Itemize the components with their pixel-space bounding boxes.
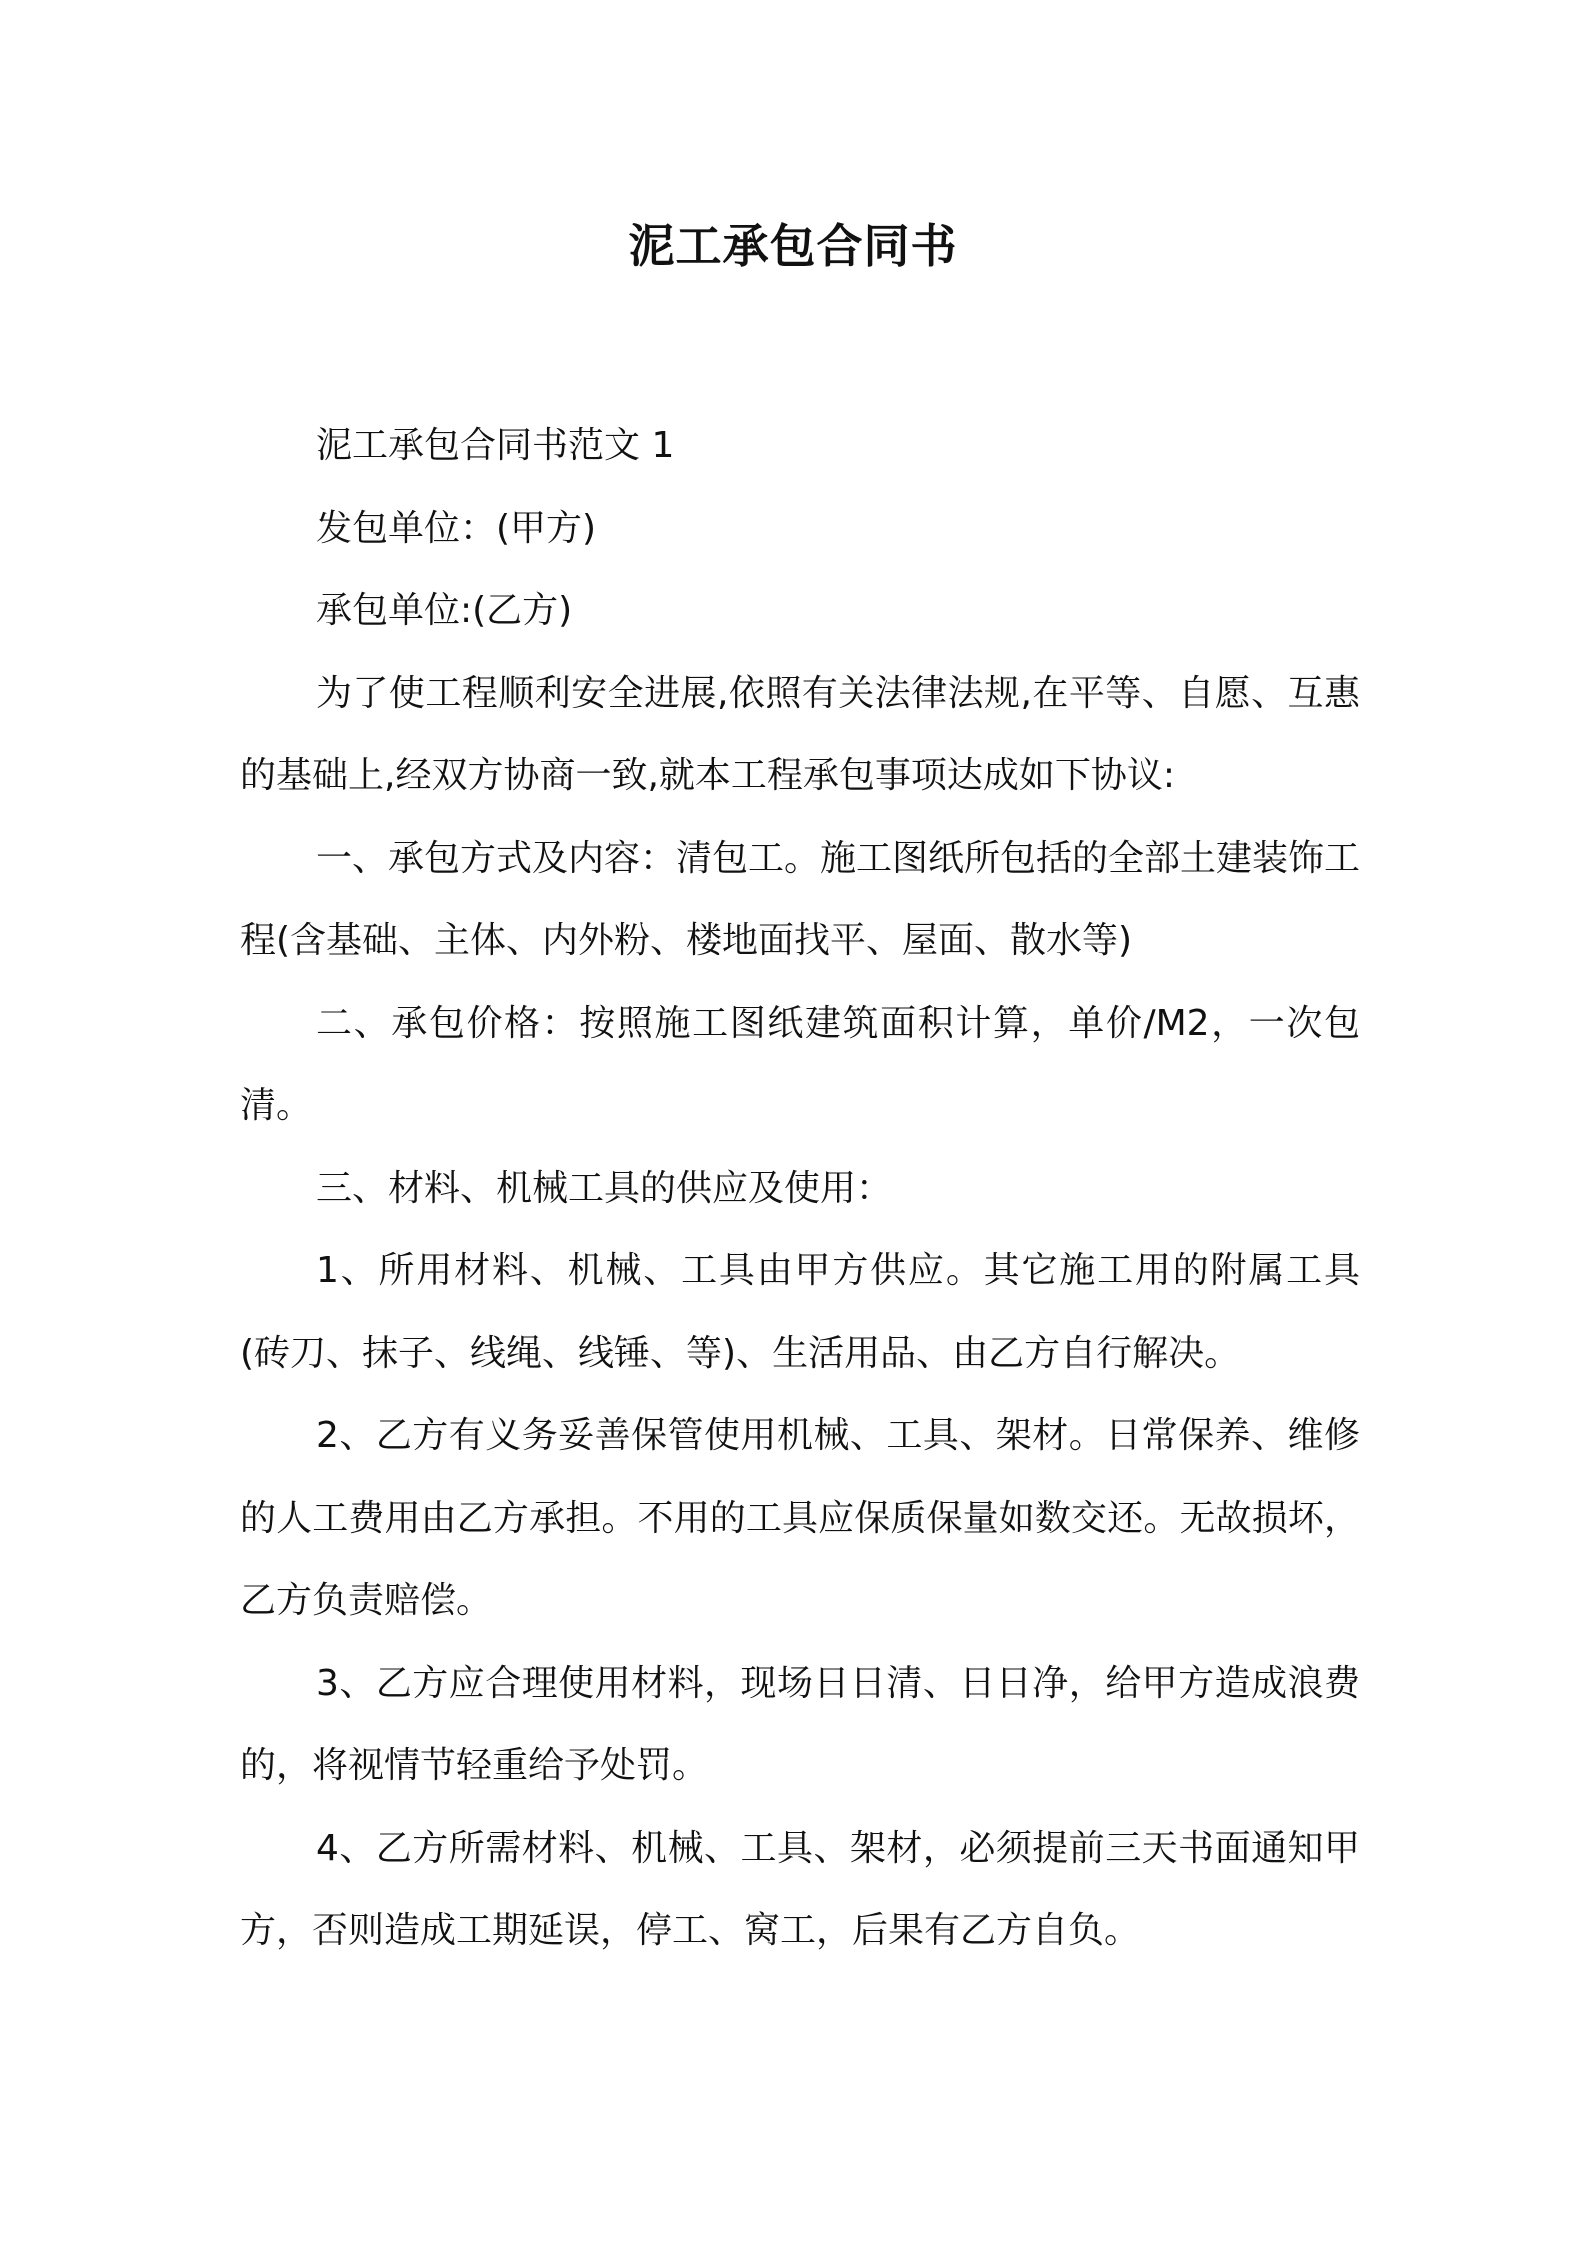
document-body <box>240 405 1360 1973</box>
paragraph-clause-1: 一、承包方式及内容：清包工。施工图纸所包括的全部土建装饰工程(含基础、主体、内外粉、楼地面找平、屋面、散水等) <box>240 837 1361 961</box>
paragraph-item-3: 3、乙方应合理使用材料，现场日日清、日日净，给甲方造成浪费的，将视情节轻重给予处罚。 <box>240 1662 1360 1786</box>
paragraph-clause-3: 三、材料、机械工具的供应及使用： <box>316 1167 893 1209</box>
paragraph-item-2: 2、乙方有义务妥善保管使用机械、工具、架材。日常保养、维修的人工费用由乙方承担。不用的工具应保质保量如数交还。无故损坏，乙方负责赔偿。 <box>240 1415 1360 1621</box>
paragraph-preamble: 为了使工程顺利安全进展,依照有关法律法规,在平等、自愿、互惠的基础上,经双方协商一致,就本工程承包事项达成如下协议: <box>240 672 1360 796</box>
paragraph-item-1: 1、所用材料、机械、工具由甲方供应。其它施工用的附属工具(砖刀、抹子、线绳、线锤、等)、生活用品、由乙方自行解决。 <box>240 1250 1360 1374</box>
paragraph-party-b: 承包单位:(乙方) <box>316 590 573 631</box>
paragraph-party-a: 发包单位：(甲方) <box>316 507 597 549</box>
paragraph-clause-2: 二、承包价格：按照施工图纸建筑面积计算，单价/M2，一次包清。 <box>240 1002 1360 1126</box>
paragraph-heading: 泥工承包合同书范文 1 <box>316 425 675 466</box>
document-title: 泥工承包合同书 <box>628 219 958 273</box>
paragraph-item-4: 4、乙方所需材料、机械、工具、架材，必须提前三天书面通知甲方，否则造成工期延误，停工、窝工，后果有乙方自负。 <box>240 1827 1360 1951</box>
